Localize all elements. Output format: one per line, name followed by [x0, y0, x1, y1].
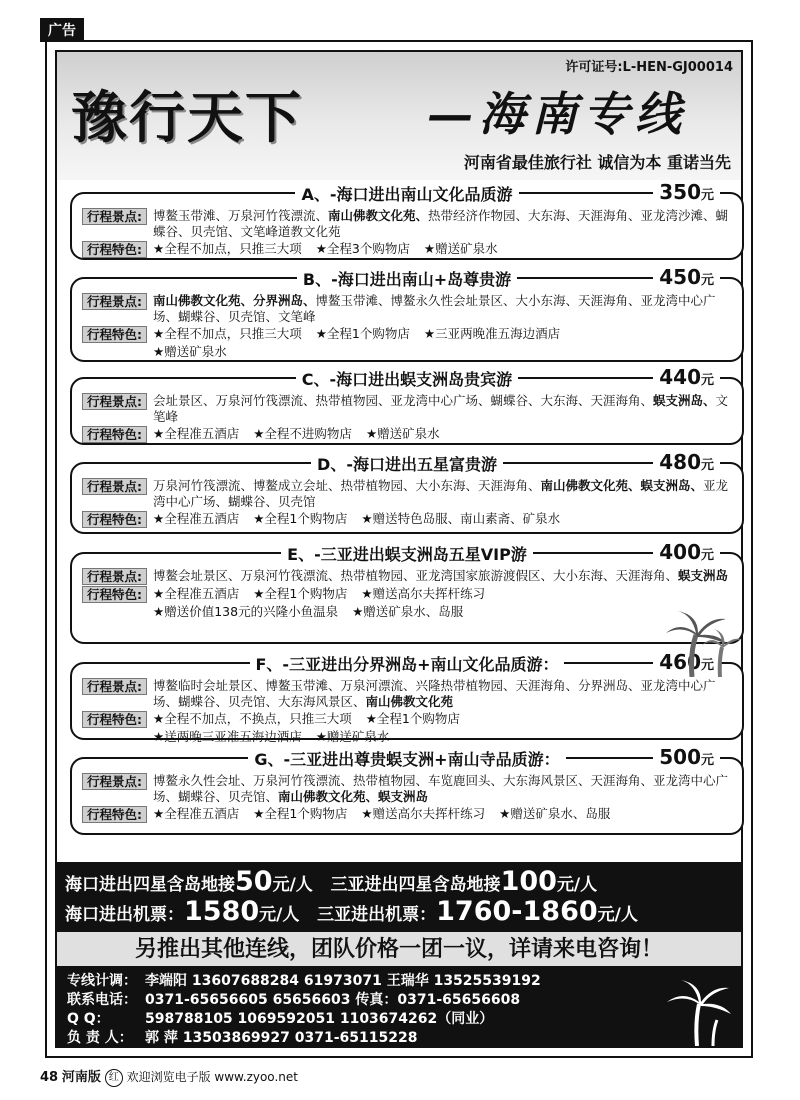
contact-label: 联系电话： — [67, 992, 137, 1008]
spots-tag: 行程景点: — [82, 678, 147, 695]
package-title-wrap — [72, 182, 742, 205]
sanya-air-unit: 元/人 — [597, 905, 638, 925]
spots-tag: 行程景点: — [82, 293, 147, 310]
features-tag: 行程特色: — [82, 586, 147, 603]
feature-item: ★三亚两晚准五海边酒店 — [423, 326, 561, 341]
features-row-extra — [82, 604, 732, 621]
sanya-hotel-unit: 元/人 — [556, 875, 598, 895]
edition-label: 河南版 — [61, 1070, 101, 1085]
features-row-extra — [82, 344, 732, 361]
feature-item: ★全程1个购物店 — [253, 806, 348, 821]
route-title: —海南专线 — [427, 87, 687, 141]
haikou-hotel-unit: 元/人 — [272, 875, 313, 895]
package-title: D、-海口进出五星富贵游 — [311, 455, 503, 474]
contact-value: 郭 萍 13503869927 0371-65115228 — [145, 1030, 418, 1046]
spots-highlight: 南山佛教文化苑、蜈支洲岛、 — [540, 478, 704, 493]
package-title-wrap — [72, 267, 742, 290]
feature-item: ★赠送高尔夫挥杆练习 — [361, 586, 486, 601]
features-text — [153, 326, 732, 342]
features-row — [82, 806, 732, 823]
contact-value: 598788105 1069592051 1103674262（同业） — [145, 1011, 494, 1027]
package-card — [70, 180, 744, 260]
spots-text — [153, 773, 732, 805]
package-price-unit: 元 — [700, 373, 714, 388]
feature-item: ★全程1个购物店 — [315, 326, 410, 341]
features-tag: 行程特色: — [82, 711, 147, 728]
package-card — [70, 365, 744, 445]
publisher-logo-icon: 红 — [105, 1069, 123, 1087]
spots-text — [153, 478, 732, 510]
spots-tag: 行程景点: — [82, 208, 147, 225]
header-banner — [57, 52, 741, 180]
package-card — [70, 745, 744, 835]
feature-item: ★全程准五酒店 — [153, 806, 240, 821]
spots-part: 博鳌永久性会址、万泉河竹筏漂流、热带植物园、车览鹿回头、大东海风景区、天涯海角、亚龙湾中心广场、蝴蝶谷、贝壳馆、 — [153, 773, 729, 804]
package-price-value: 350 — [659, 180, 701, 204]
package-price-value: 440 — [659, 365, 701, 389]
haikou-hotel-label: 海口进出四星含岛地接 — [65, 875, 235, 895]
package-title-wrap — [72, 542, 742, 565]
spots-tag: 行程景点: — [82, 478, 147, 495]
package-card — [70, 265, 744, 362]
spots-row — [82, 568, 732, 585]
package-price-unit: 元 — [700, 548, 714, 563]
spots-row — [82, 478, 732, 510]
spots-part: 文笔峰 — [153, 393, 729, 424]
spots-highlight: 蜈支洲岛 — [678, 568, 729, 583]
features-text — [153, 511, 732, 527]
features-text — [153, 241, 732, 257]
spots-part: 热带经济作物园、大东海、天涯海角、亚龙湾沙滩、蝴蝶谷、贝壳馆、文笔峰道教文化苑 — [153, 208, 729, 239]
palm-tree-icon — [662, 607, 742, 677]
haikou-air-label: 海口进出机票： — [65, 905, 184, 925]
spots-highlight: 南山佛教文化苑、分界洲岛、 — [153, 293, 316, 308]
ad-tag: 广告 — [40, 18, 84, 42]
features-text — [153, 711, 732, 727]
contact-line-phone — [67, 989, 520, 1009]
features-tag: 行程特色: — [82, 326, 147, 343]
contact-label: Q Q： — [67, 1011, 110, 1027]
feature-item: ★全程准五酒店 — [153, 511, 240, 526]
features-tag: 行程特色: — [82, 511, 147, 528]
package-title-wrap — [72, 652, 742, 675]
spots-part: 万泉河竹筏漂流、博鳌成立会址、热带植物园、大小东海、天涯海角、 — [153, 478, 541, 493]
contact-label: 专线计调： — [67, 973, 137, 989]
contact-label: 负 责 人： — [67, 1030, 133, 1046]
feature-item: ★全程1个购物店 — [253, 586, 348, 601]
spots-text — [153, 568, 732, 584]
spots-tag: 行程景点: — [82, 773, 147, 790]
spots-text — [153, 678, 732, 710]
package-price — [653, 265, 720, 289]
contact-line-qq — [67, 1008, 493, 1028]
sanya-hotel-label: 三亚进出四星含岛地接 — [330, 875, 501, 895]
feature-item: ★赠送价值138元的兴隆小鱼温泉 — [153, 604, 339, 619]
sanya-air-label: 三亚进出机票： — [317, 905, 437, 925]
feature-item: ★全程1个购物店 — [253, 511, 348, 526]
feature-item: ★赠送特色岛服、南山素斋、矿泉水 — [361, 511, 561, 526]
contact-line-manager — [67, 1027, 417, 1047]
feature-item: ★全程不加点，只推三大项 — [153, 241, 302, 256]
package-title: B、-海口进出南山+岛尊贵游 — [297, 270, 517, 289]
features-tag: 行程特色: — [82, 241, 147, 258]
feature-item: ★赠送矿泉水 — [153, 344, 227, 359]
feature-item: ★全程准五酒店 — [153, 426, 240, 441]
pricing-contact-panel — [57, 862, 741, 1048]
package-title-wrap — [72, 367, 742, 390]
features-row-extra — [82, 729, 732, 746]
features-text — [153, 604, 732, 620]
feature-item: ★赠送矿泉水、岛服 — [499, 806, 611, 821]
spots-part: 亚龙湾中心广场、蝴蝶谷、贝壳馆 — [153, 478, 729, 509]
spots-text — [153, 293, 732, 325]
feature-item: ★全程不加点，不换点，只推三大项 — [153, 711, 352, 726]
ad-page — [45, 40, 753, 1058]
feature-item: ★送两晚三亚准五海边酒店 — [153, 729, 302, 744]
package-price-unit: 元 — [700, 458, 714, 473]
package-price — [653, 745, 720, 769]
spots-row — [82, 208, 732, 240]
air-price-row — [65, 896, 638, 927]
spots-part: 博鳌玉带滩、万泉河竹筏漂流、 — [153, 208, 329, 223]
feature-item: ★全程3个购物店 — [315, 241, 410, 256]
license-number: 许可证号:L-HEN-GJ00014 — [565, 60, 733, 75]
features-row — [82, 586, 732, 603]
hotel-price-row — [65, 866, 597, 897]
package-title: F、-三亚进出分界洲岛+南山文化品质游： — [250, 655, 565, 674]
contact-value: 李端阳 13607688284 61973071 王瑞华 13525539192 — [145, 973, 541, 989]
spots-highlight: 蜈支洲岛、 — [653, 393, 716, 408]
package-card — [70, 650, 744, 744]
haikou-air-unit: 元/人 — [259, 905, 300, 925]
haikou-air-price: 1580 — [184, 896, 260, 927]
feature-item: ★全程准五酒店 — [153, 586, 240, 601]
package-price — [653, 365, 720, 389]
spots-text — [153, 208, 732, 240]
contact-line-planners — [67, 970, 541, 990]
feature-item: ★赠送矿泉水 — [423, 241, 498, 256]
spots-tag: 行程景点: — [82, 393, 147, 410]
sanya-hotel-price: 100 — [500, 866, 557, 897]
ad-inner-frame — [55, 50, 743, 1048]
spots-part: 博鳌会址景区、万泉河竹筏漂流、热带植物园、亚龙湾国家旅游渡假区、大小东海、天涯海角、 — [153, 568, 679, 583]
feature-item: ★全程不进购物店 — [253, 426, 352, 441]
spots-part: 会址景区、万泉河竹筏漂流、热带植物园、亚龙湾中心广场、蝴蝶谷、大东海、天涯海角、 — [153, 393, 654, 408]
package-price-value: 460 — [659, 650, 701, 674]
brand-title: 豫行天下 — [71, 85, 303, 151]
contact-value: 0371-65656605 65656603 传真：0371-65656608 — [145, 992, 521, 1008]
features-text — [153, 586, 732, 602]
feature-item: ★赠送高尔夫挥杆练习 — [361, 806, 486, 821]
spots-highlight: 南山佛教文化苑、蜈支洲岛 — [278, 789, 429, 804]
features-row — [82, 511, 732, 528]
package-price-value: 500 — [659, 745, 701, 769]
feature-item: ★全程1个购物店 — [365, 711, 460, 726]
package-title-wrap — [72, 452, 742, 475]
package-price — [653, 450, 720, 474]
package-price-unit: 元 — [700, 188, 714, 203]
package-title-wrap — [72, 747, 742, 770]
sanya-air-price: 1760-1860 — [436, 896, 598, 927]
page-footer — [40, 1066, 298, 1087]
slogan: 河南省最佳旅行社 诚信为本 重诺当先 — [463, 153, 731, 172]
features-tag: 行程特色: — [82, 426, 147, 443]
package-title: C、-海口进出蜈支洲岛贵宾游 — [296, 370, 518, 389]
features-text — [153, 806, 732, 822]
features-text — [153, 344, 732, 360]
feature-item: ★全程不加点，只推三大项 — [153, 326, 302, 341]
package-price-value: 400 — [659, 540, 701, 564]
page-number: 48 — [40, 1070, 59, 1085]
features-text — [153, 729, 732, 745]
features-row — [82, 711, 732, 728]
features-text — [153, 426, 732, 442]
features-row — [82, 326, 732, 343]
spots-part: 博鳌临时会址景区、博鳌玉带滩、万泉河漂流、兴隆热带植物园、天涯海角、分界洲岛、亚龙湾中心广场、蝴蝶谷、贝壳馆、大东海风景区、 — [153, 678, 716, 709]
spots-tag: 行程景点: — [82, 568, 147, 585]
spots-row — [82, 393, 732, 425]
feature-item: ★赠送矿泉水、岛服 — [352, 604, 464, 619]
feature-item: ★赠送矿泉水 — [315, 729, 390, 744]
spots-row — [82, 773, 732, 805]
spots-row — [82, 678, 732, 710]
package-title: E、-三亚进出蜈支洲岛五星VIP游 — [281, 545, 533, 564]
features-row — [82, 426, 732, 443]
features-tag: 行程特色: — [82, 806, 147, 823]
spots-highlight: 南山佛教文化苑、 — [328, 208, 429, 223]
spots-part: 博鳌玉带滩、博鳌永久性会址景区、大小东海、天涯海角、亚龙湾中心广场、蝴蝶谷、贝壳馆、文笔峰 — [153, 293, 716, 324]
package-price — [653, 540, 720, 564]
feature-item: ★赠送矿泉水 — [365, 426, 440, 441]
features-row — [82, 241, 732, 258]
spots-row — [82, 293, 732, 325]
package-title: G、-三亚进出尊贵蜈支洲+南山寺品质游： — [248, 750, 565, 769]
package-price-unit: 元 — [700, 753, 714, 768]
spots-text — [153, 393, 732, 425]
package-price-unit: 元 — [700, 658, 714, 673]
footer-note: 欢迎浏览电子版 www.zyoo.net — [126, 1070, 298, 1084]
package-card — [70, 450, 744, 534]
package-title: A、-海口进出南山文化品质游 — [295, 185, 518, 204]
package-price-value: 450 — [659, 265, 701, 289]
spots-highlight: 南山佛教文化苑 — [365, 694, 454, 709]
more-routes-banner: 另推出其他连线，团队价格一团一议，详请来电咨询！ — [57, 932, 741, 966]
package-price-unit: 元 — [700, 273, 714, 288]
package-card — [70, 540, 744, 644]
haikou-hotel-price: 50 — [235, 866, 273, 897]
package-price-value: 480 — [659, 450, 701, 474]
palm-tree-icon — [661, 974, 733, 1046]
package-price — [653, 180, 720, 204]
